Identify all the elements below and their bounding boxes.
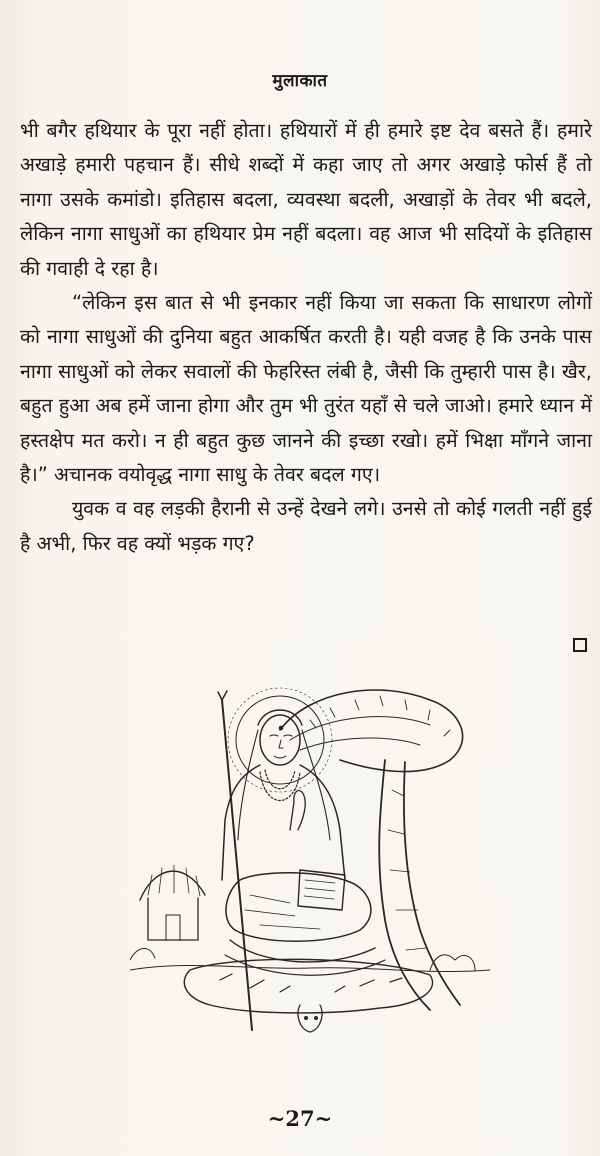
paragraph-3: युवक व वह लड़की हैरानी से उन्हें देखने लगे। उनसे तो कोई गलती नहीं हुई है अभी, फिर वह क्यों भड़क गए? bbox=[20, 497, 592, 555]
paragraph-1: भी बगैर हथियार के पूरा नहीं होता। हथियारों में ही हमारे इष्ट देव बसते हैं। हमारे अखाड़े हमारी पहचान हैं। सीधे शब्दों में कहा जाए तो अगर अखाड़े फोर्स हैं तो नागा उसके कमांडो। इतिहास बदला, व्यवस्था बदली, अखाड़ों के तेवर भी बदले, लेकिन नागा साधुओं का हथियार प्रेम नहीं बदला। वह आज भी सदियों के इतिहास की गवाही दे रहा है। bbox=[20, 119, 592, 280]
section-end-square-icon bbox=[573, 638, 587, 652]
page-number: ~27~ bbox=[267, 1106, 333, 1131]
seated-sage-illustration bbox=[130, 670, 490, 1050]
running-head: मुलाकात bbox=[272, 71, 328, 91]
paragraph-2: “लेकिन इस बात से भी इनकार नहीं किया जा सकता कि साधारण लोगों को नागा साधुओं की दुनिया बहुत आकर्षित करती है। यही वजह है कि उनके पास नागा साधुओं को लेकर सवालों की फेहरिस्त लंबी है, जैसी कि तुम्हारी पास है। खैर, बहुत हुआ अब हमें जाना होगा और तुम भी तुरंत यहाँ से चले जाओ। हमारे ध्यान में हस्तक्षेप मत करो। न ही बहुत कुछ जानने की इच्छा रखो। हमें भिक्षा माँगने जाना है।” अचानक वयोवृद्ध नागा साधु के तेवर बदल गए। bbox=[20, 291, 592, 487]
body-text bbox=[20, 114, 592, 561]
